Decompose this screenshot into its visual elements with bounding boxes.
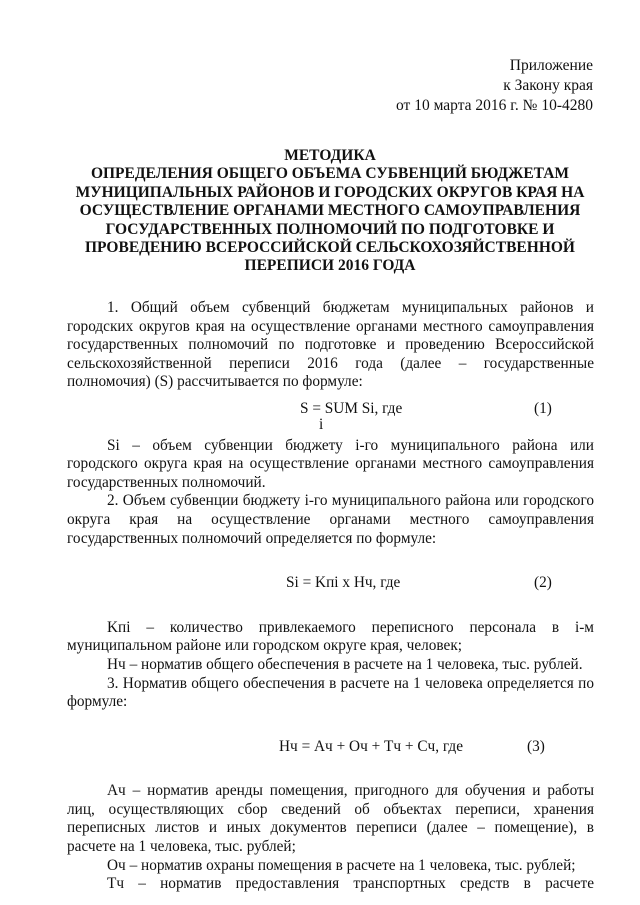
formula-1-number: (1) (534, 399, 552, 417)
paragraph-3: 3. Норматив общего обеспечения в расчете на 1 человека определяется по формуле: (67, 674, 594, 711)
definition-kpi: Kпi – количество привлекаемого переписного персонала в i-м муниципальном районе или городском округе края, человек; (67, 618, 594, 655)
definition-si: Si – объем субвенции бюджету i-го муниципального района или городского округа края на осуществление органами местного самоуправления государственных полномочий. (67, 436, 594, 491)
definition-hch: Hч – норматив общего обеспечения в расчете на 1 человека, тыс. рублей. (107, 655, 583, 673)
definition-tch: Tч – норматив предоставления транспортных средств в расчете (107, 875, 594, 893)
formula-2-expression: Si = Kпi x Hч, где (286, 574, 401, 592)
title-line: ПЕРЕПИСИ 2016 ГОДА (244, 257, 416, 275)
formula-2 (67, 574, 594, 593)
paragraph-1: 1. Общий объем субвенций бюджетам муниципальных районов и городских округов края на осуществление органами местного самоуправления государственных полномочий по подготовке и проведению Всероссийской сельскохозяйственной переписи 2016 года (далее – государственные полномочия) (S) рассчитывается по формуле: (67, 299, 594, 391)
paragraph-2: 2. Объем субвенции бюджету i-го муниципального района или городского округа края на осуществление органами местного самоуправления государственных полномочий определяется по формуле: (67, 492, 594, 547)
title-line: МЕТОДИКА (284, 147, 376, 164)
title-line: МУНИЦИПАЛЬНЫХ РАЙОНОВ И ГОРОДСКИХ ОКРУГОВ КРАЯ НА (75, 183, 585, 201)
title-line: ГОСУДАРСТВЕННЫХ ПОЛНОМОЧИЙ ПО ПОДГОТОВКЕ И (105, 220, 555, 238)
formula-3-expression: Hч = Aч + Oч + Tч + Cч, где (279, 737, 463, 755)
formula-2-number: (2) (534, 574, 552, 592)
document-body (67, 299, 594, 894)
title-line: ПРОВЕДЕНИЮ ВСЕРОССИЙСКОЙ СЕЛЬСКОХОЗЯЙСТВЕННОЙ (84, 239, 575, 257)
definition-och: Oч – норматив охраны помещения в расчете на 1 человека, тыс. рублей; (107, 856, 576, 874)
appendix-header (396, 56, 593, 116)
appendix-line-2: к Закону края (503, 77, 593, 94)
definition-ach: Aч – норматив аренды помещения, пригодного для обучения и работы лиц, осуществляющих сбор сведений об объектах переписи, хранения переписных листов и иных документов переписи (далее – помещение), в расчете на 1 человека, тыс. рублей; (67, 782, 594, 856)
appendix-line-3: от 10 марта 2016 г. № 10-4280 (396, 97, 593, 114)
appendix-line-1: Приложение (509, 57, 593, 74)
formula-1 (67, 400, 594, 419)
formula-3-number: (3) (527, 737, 545, 755)
title-line: ОПРЕДЕЛЕНИЯ ОБЩЕГО ОБЪЕМА СУБВЕНЦИЙ БЮДЖЕТАМ (90, 165, 570, 183)
formula-1-subscript-i: i (319, 415, 324, 433)
formula-1-expression: S = SUM Si, где (300, 399, 403, 417)
document-title (40, 147, 620, 276)
title-line: ОСУЩЕСТВЛЕНИЕ ОРГАНАМИ МЕСТНОГО САМОУПРАВЛЕНИЯ (79, 202, 581, 220)
formula-1-subscript (67, 415, 594, 437)
formula-3 (67, 738, 594, 757)
